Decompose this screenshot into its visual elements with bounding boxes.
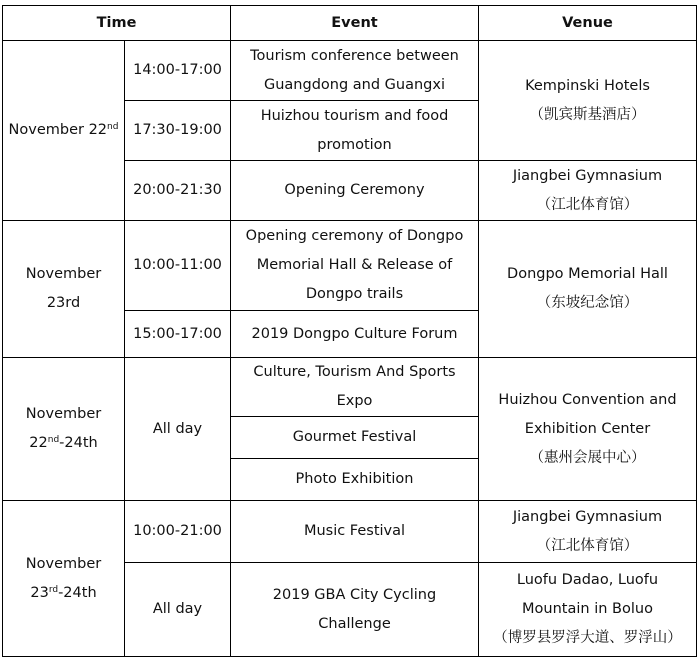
date-suffix: nd	[107, 122, 119, 132]
event-cell: Huizhou tourism and food promotion	[231, 101, 479, 161]
header-row	[3, 6, 697, 41]
header-time: Time	[3, 6, 231, 41]
time-cell: 10:00-21:00	[125, 501, 231, 563]
date-text: November 23rd	[25, 266, 102, 311]
venue-cell: Kempinski Hotels （凯宾斯基酒店）	[479, 41, 697, 161]
event-cell: Opening ceremony of Dongpo Memorial Hall & Release of Dongpo trails	[231, 221, 479, 311]
venue-cell: Luofu Dadao, Luofu Mountain in Boluo （博罗县罗浮大道、罗浮山）	[479, 563, 697, 657]
date-cell	[3, 221, 125, 358]
time-cell: All day	[125, 358, 231, 501]
event-cell: Opening Ceremony	[231, 161, 479, 221]
event-cell: Music Festival	[231, 501, 479, 563]
date-text: November 22	[8, 122, 108, 138]
date-suffix: rd	[48, 584, 59, 595]
event-cell: Tourism conference between Guangdong and Guangxi	[231, 41, 479, 101]
venue-cell: Huizhou Convention and Exhibition Center （惠州会展中心）	[479, 358, 697, 501]
date-cell	[3, 41, 125, 221]
time-cell: 17:30-19:00	[125, 101, 231, 161]
date-suffix: nd	[47, 435, 60, 445]
event-cell: Gourmet Festival	[231, 417, 479, 459]
venue-cell: Dongpo Memorial Hall （东坡纪念馆）	[479, 221, 697, 358]
time-cell: All day	[125, 563, 231, 657]
header-venue: Venue	[479, 6, 697, 41]
venue-cell: Jiangbei Gymnasium （江北体育馆）	[479, 161, 697, 221]
schedule-table	[2, 5, 697, 657]
venue-cell: Jiangbei Gymnasium （江北体育馆）	[479, 501, 697, 563]
event-cell: Photo Exhibition	[231, 459, 479, 501]
table-row	[3, 41, 697, 101]
time-cell: 15:00-17:00	[125, 311, 231, 358]
date-cell: November 22nd-24th	[3, 358, 125, 501]
event-cell: Culture, Tourism And Sports Expo	[231, 358, 479, 417]
date-cell: November 23rd-24th	[3, 501, 125, 657]
time-cell: 20:00-21:30	[125, 161, 231, 221]
table-row	[3, 501, 697, 563]
time-cell: 10:00-11:00	[125, 221, 231, 311]
time-cell: 14:00-17:00	[125, 41, 231, 101]
event-cell: 2019 GBA City Cycling Challenge	[231, 563, 479, 657]
date-text: November	[25, 406, 102, 422]
date-text: November	[25, 555, 102, 572]
header-event: Event	[231, 6, 479, 41]
table-row	[3, 221, 697, 311]
event-cell: 2019 Dongpo Culture Forum	[231, 311, 479, 358]
table-row	[3, 358, 697, 417]
